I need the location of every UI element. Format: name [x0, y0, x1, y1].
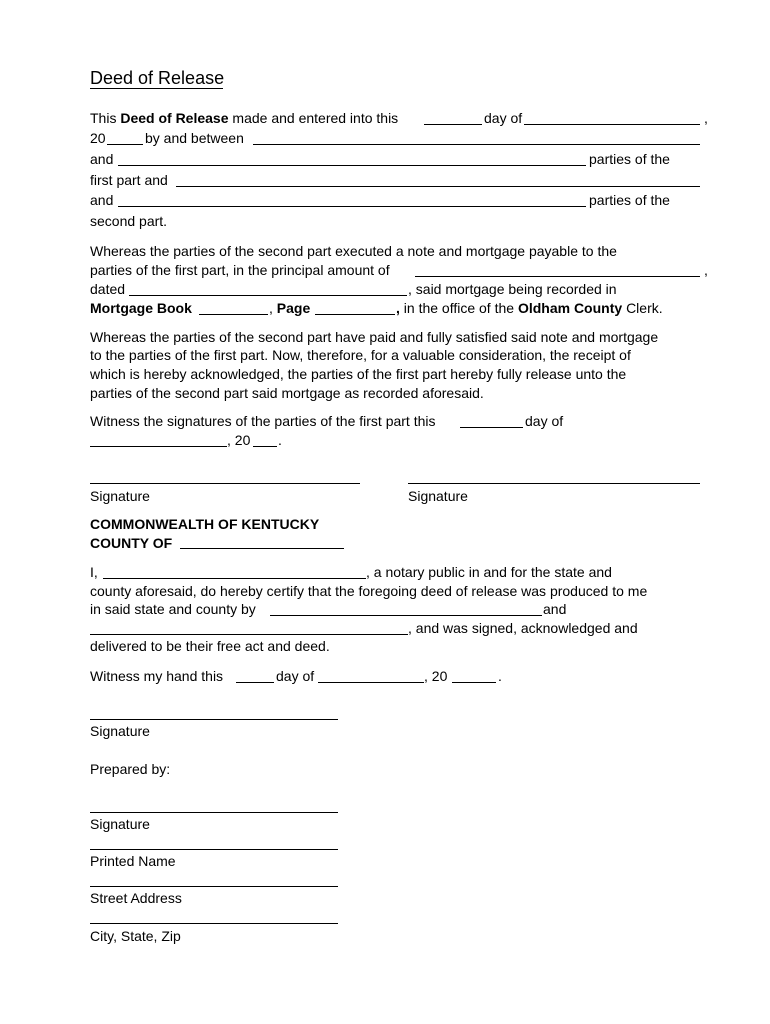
preparer-name-line[interactable] — [90, 849, 338, 850]
printed-name-label: Printed Name — [90, 853, 176, 869]
city-state-zip-line[interactable] — [90, 923, 338, 924]
first-party-blank-2[interactable] — [118, 165, 586, 166]
year-blank[interactable] — [107, 144, 143, 145]
day-of-label: day of — [484, 110, 523, 126]
year-prefix: 20 — [90, 130, 106, 146]
page-blank[interactable] — [315, 314, 395, 315]
deed-of-release-bold: Deed of Release — [120, 110, 229, 126]
dated-blank[interactable] — [129, 295, 407, 296]
notary-signature-line[interactable] — [90, 719, 338, 720]
first-party-blank[interactable] — [253, 144, 700, 145]
month-blank[interactable] — [524, 124, 700, 125]
mortgage-book-line: Mortgage Book — [90, 300, 192, 316]
prepared-by-label: Prepared by: — [90, 761, 171, 777]
county-of-label: COUNTY OF — [90, 535, 173, 551]
street-address-label: Street Address — [90, 890, 182, 906]
notary-year-blank[interactable] — [452, 682, 496, 683]
produced-by-blank-2[interactable] — [90, 634, 408, 635]
commonwealth-heading: COMMONWEALTH OF KENTUCKY — [90, 516, 320, 532]
signature-line-left[interactable] — [90, 483, 360, 484]
witness-month-blank[interactable] — [90, 446, 227, 447]
title-underline — [90, 88, 223, 89]
preparer-signature-line[interactable] — [90, 812, 338, 813]
produced-by-blank[interactable] — [270, 615, 542, 616]
by-and-between-label: by and between — [145, 130, 244, 146]
notary-month-blank[interactable] — [318, 682, 424, 683]
principal-amount-blank[interactable] — [415, 276, 700, 277]
notary-day-blank[interactable] — [236, 682, 274, 683]
day-blank[interactable] — [424, 124, 482, 125]
intro-text: This Deed of Release made and entered into this — [90, 110, 399, 126]
notary-signature-label: Signature — [90, 723, 150, 739]
oldham-county-bold: Oldham County — [517, 300, 623, 316]
county-blank[interactable] — [180, 548, 344, 549]
document-title: Deed of Release — [90, 68, 225, 88]
signature-label-right: Signature — [408, 488, 468, 504]
witness-year-blank[interactable] — [253, 446, 277, 447]
signature-label-left: Signature — [90, 488, 150, 504]
street-address-line[interactable] — [90, 886, 338, 887]
preparer-signature-label: Signature — [90, 816, 150, 832]
mortgage-book-blank[interactable] — [199, 314, 268, 315]
witness-day-blank[interactable] — [460, 427, 523, 428]
signature-line-right[interactable] — [408, 483, 700, 484]
notary-name-blank[interactable] — [103, 578, 366, 579]
second-party-blank-2[interactable] — [118, 206, 586, 207]
second-party-blank[interactable] — [176, 186, 700, 187]
city-state-zip-label: City, State, Zip — [90, 928, 181, 944]
